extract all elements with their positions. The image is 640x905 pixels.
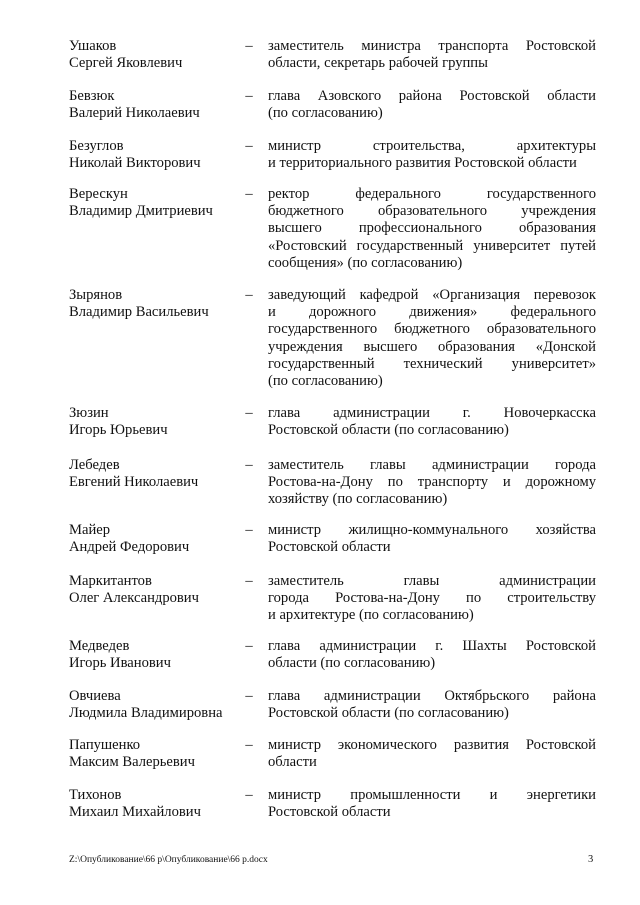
member-position bbox=[268, 186, 596, 272]
member-name bbox=[69, 457, 239, 491]
member-position bbox=[268, 737, 596, 771]
member-position bbox=[268, 457, 596, 509]
member-position bbox=[268, 522, 596, 556]
member-dash: – bbox=[245, 138, 253, 154]
member-name bbox=[69, 38, 239, 72]
member-position-line: учреждения высшего образования «Донской bbox=[268, 338, 596, 355]
member-position-line: области, секретарь рабочей группы bbox=[268, 55, 488, 72]
member-given-names: Людмила Владимировна bbox=[69, 705, 223, 722]
member-given-names: Игорь Юрьевич bbox=[69, 422, 168, 439]
member-position-line: (по согласованию) bbox=[268, 373, 383, 390]
footer-file-path: Z:\Опубликование\66 р\Опубликование\66 р.docx bbox=[69, 855, 268, 865]
member-position-line: заместитель главы администрации города bbox=[268, 457, 596, 473]
member-position-line: министр экономического развития Ростовской bbox=[268, 737, 596, 753]
member-name bbox=[69, 573, 239, 607]
member-position-line: глава администрации г. Новочеркасска bbox=[268, 405, 596, 421]
member-position-line: области bbox=[268, 754, 317, 771]
member-position bbox=[268, 638, 596, 672]
member-surname: Зырянов bbox=[69, 287, 123, 303]
member-given-names: Владимир Дмитриевич bbox=[69, 203, 213, 220]
member-position-line: государственный технический университет» bbox=[268, 355, 596, 372]
member-name bbox=[69, 688, 239, 722]
member-dash: – bbox=[245, 457, 253, 473]
member-position-line: Ростовской области bbox=[268, 539, 391, 556]
member-surname: Лебедев bbox=[69, 457, 120, 473]
member-dash: – bbox=[245, 573, 253, 589]
member-surname: Зюзин bbox=[69, 405, 109, 421]
member-surname: Верескун bbox=[69, 186, 128, 202]
member-name bbox=[69, 405, 239, 439]
member-given-names: Николай Викторович bbox=[69, 155, 201, 172]
member-position bbox=[268, 287, 596, 390]
member-position bbox=[268, 405, 596, 439]
member-position-line: области (по согласованию) bbox=[268, 655, 436, 672]
member-position bbox=[268, 573, 596, 625]
member-position-line: государственного бюджетного образовательного bbox=[268, 321, 596, 338]
member-surname: Маркитантов bbox=[69, 573, 152, 589]
member-given-names: Андрей Федорович bbox=[69, 539, 190, 556]
member-name bbox=[69, 737, 239, 771]
member-given-names: Валерий Николаевич bbox=[69, 105, 200, 122]
member-position-line: глава администрации Октябрьского района bbox=[268, 688, 596, 704]
member-position-line: города Ростова-на-Дону по строительству bbox=[268, 590, 596, 607]
member-given-names: Максим Валерьевич bbox=[69, 754, 195, 771]
member-name bbox=[69, 186, 239, 220]
member-given-names: Владимир Васильевич bbox=[69, 304, 209, 321]
member-position-line: глава администрации г. Шахты Ростовской bbox=[268, 638, 596, 654]
member-position-line: высшего профессионального образования bbox=[268, 220, 596, 237]
member-dash: – bbox=[245, 638, 253, 654]
member-position bbox=[268, 688, 596, 722]
member-surname: Тихонов bbox=[69, 787, 122, 803]
member-position-line: Ростовской области bbox=[268, 804, 391, 821]
member-name bbox=[69, 522, 239, 556]
member-position-line: «Ростовский государственный университет путей bbox=[268, 237, 596, 254]
member-dash: – bbox=[245, 787, 253, 803]
member-surname: Медведев bbox=[69, 638, 130, 654]
member-dash: – bbox=[245, 287, 253, 303]
member-position bbox=[268, 38, 596, 72]
member-position-line: и территориального развития Ростовской области bbox=[268, 155, 577, 172]
member-given-names: Евгений Николаевич bbox=[69, 474, 199, 491]
member-dash: – bbox=[245, 688, 253, 704]
member-surname: Бевзюк bbox=[69, 88, 115, 104]
member-surname: Папушенко bbox=[69, 737, 141, 753]
member-name bbox=[69, 287, 239, 321]
member-position-line: (по согласованию) bbox=[268, 105, 383, 122]
member-surname: Ушаков bbox=[69, 38, 117, 54]
member-position-line: министр промышленности и энергетики bbox=[268, 787, 596, 803]
member-position-line: глава Азовского района Ростовской области bbox=[268, 88, 596, 104]
member-name bbox=[69, 88, 239, 122]
member-position bbox=[268, 138, 596, 172]
member-surname: Майер bbox=[69, 522, 111, 538]
member-name bbox=[69, 138, 239, 172]
member-position-line: сообщения» (по согласованию) bbox=[268, 254, 463, 271]
member-position-line: заместитель главы администрации bbox=[268, 573, 596, 589]
member-dash: – bbox=[245, 522, 253, 538]
member-dash: – bbox=[245, 737, 253, 753]
member-position bbox=[268, 787, 596, 821]
member-position-line: и дорожного движения» федерального bbox=[268, 304, 596, 321]
member-surname: Безуглов bbox=[69, 138, 124, 154]
member-dash: – bbox=[245, 38, 253, 54]
member-given-names: Игорь Иванович bbox=[69, 655, 171, 672]
member-position-line: заведующий кафедрой «Организация перевозок bbox=[268, 287, 596, 303]
member-name bbox=[69, 787, 239, 821]
member-position-line: Ростовской области (по согласованию) bbox=[268, 705, 509, 722]
member-given-names: Михаил Михайлович bbox=[69, 804, 201, 821]
member-position-line: Ростовской области (по согласованию) bbox=[268, 422, 509, 439]
member-name bbox=[69, 638, 239, 672]
member-surname: Овчиева bbox=[69, 688, 121, 704]
member-dash: – bbox=[245, 186, 253, 202]
member-position-line: бюджетного образовательного учреждения bbox=[268, 203, 596, 220]
member-given-names: Олег Александрович bbox=[69, 590, 199, 607]
member-position-line: министр жилищно-коммунального хозяйства bbox=[268, 522, 596, 538]
member-position-line: хозяйству (по согласованию) bbox=[268, 491, 448, 508]
member-position-line: заместитель министра транспорта Ростовской bbox=[268, 38, 596, 54]
member-dash: – bbox=[245, 88, 253, 104]
member-position-line: министр строительства, архитектуры bbox=[268, 138, 596, 154]
member-given-names: Сергей Яковлевич bbox=[69, 55, 183, 72]
page-number: 3 bbox=[588, 854, 594, 865]
member-position bbox=[268, 88, 596, 122]
member-dash: – bbox=[245, 405, 253, 421]
member-position-line: Ростова-на-Дону по транспорту и дорожному bbox=[268, 474, 596, 491]
member-position-line: и архитектуре (по согласованию) bbox=[268, 607, 474, 624]
member-position-line: ректор федерального государственного bbox=[268, 186, 596, 202]
